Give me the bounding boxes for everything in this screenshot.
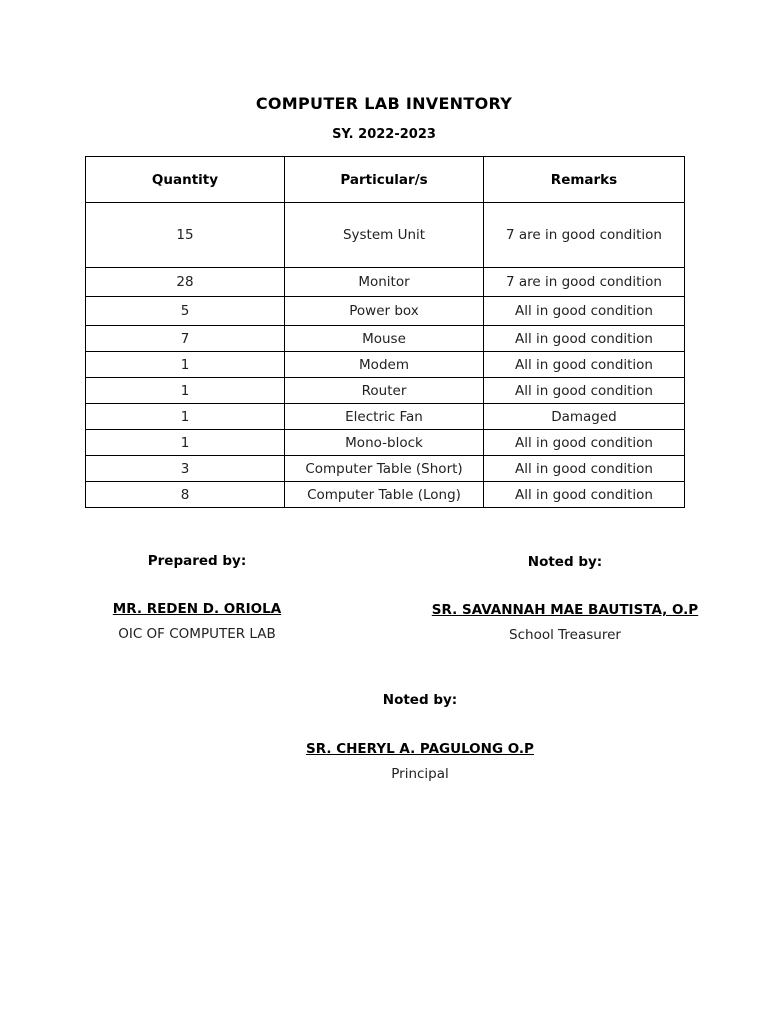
remarks-cell: All in good condition bbox=[484, 352, 685, 378]
table-row bbox=[86, 268, 685, 297]
quantity-cell: 1 bbox=[86, 404, 285, 430]
particular-cell: Router bbox=[285, 378, 484, 404]
particular-cell: Computer Table (Short) bbox=[285, 456, 484, 482]
particular-cell: Modem bbox=[285, 352, 484, 378]
remarks-cell: 7 are in good condition bbox=[484, 268, 685, 297]
prepared-by-label: Prepared by: bbox=[147, 553, 247, 569]
remarks-cell: Damaged bbox=[484, 404, 685, 430]
prepared-by-block bbox=[86, 553, 308, 569]
table-row bbox=[86, 297, 685, 326]
prepared-by-name: MR. REDEN D. ORIOLA bbox=[112, 601, 282, 617]
treasurer-name: SR. SAVANNAH MAE BAUTISTA, O.P bbox=[431, 602, 699, 618]
noted-by-treasurer-signatory bbox=[406, 602, 724, 643]
quantity-cell: 1 bbox=[86, 378, 285, 404]
table-row bbox=[86, 430, 685, 456]
table-row bbox=[86, 482, 685, 508]
noted-by-treasurer-block bbox=[446, 554, 684, 570]
inventory-table bbox=[85, 156, 685, 508]
quantity-cell: 1 bbox=[86, 430, 285, 456]
particular-cell: Computer Table (Long) bbox=[285, 482, 484, 508]
particular-cell: Power box bbox=[285, 297, 484, 326]
remarks-cell: All in good condition bbox=[484, 482, 685, 508]
table-row bbox=[86, 203, 685, 268]
remarks-cell: All in good condition bbox=[484, 326, 685, 352]
quantity-cell: 28 bbox=[86, 268, 285, 297]
remarks-cell: All in good condition bbox=[484, 456, 685, 482]
principal-name: SR. CHERYL A. PAGULONG O.P bbox=[306, 741, 534, 757]
principal-role: Principal bbox=[391, 766, 449, 782]
quantity-cell: 1 bbox=[86, 352, 285, 378]
remarks-cell: All in good condition bbox=[484, 430, 685, 456]
table-header-row bbox=[86, 157, 685, 203]
document-title: COMPUTER LAB INVENTORY bbox=[255, 94, 513, 113]
remarks-cell: All in good condition bbox=[484, 378, 685, 404]
particular-cell: Mouse bbox=[285, 326, 484, 352]
noted-by-label: Noted by: bbox=[527, 554, 603, 570]
noted-by-principal-signatory bbox=[260, 741, 580, 782]
table-row bbox=[86, 456, 685, 482]
particular-cell: Monitor bbox=[285, 268, 484, 297]
particular-cell: System Unit bbox=[285, 203, 484, 268]
quantity-cell: 5 bbox=[86, 297, 285, 326]
school-year: SY. 2022-2023 bbox=[332, 127, 436, 142]
header-quantity: Quantity bbox=[86, 157, 285, 203]
header-particulars: Particular/s bbox=[285, 157, 484, 203]
header-remarks: Remarks bbox=[484, 157, 685, 203]
quantity-cell: 8 bbox=[86, 482, 285, 508]
quantity-cell: 15 bbox=[86, 203, 285, 268]
table-row bbox=[86, 352, 685, 378]
particular-cell: Electric Fan bbox=[285, 404, 484, 430]
table-row bbox=[86, 378, 685, 404]
prepared-by-signatory bbox=[86, 601, 308, 642]
quantity-cell: 3 bbox=[86, 456, 285, 482]
noted-by-principal-block bbox=[260, 692, 580, 708]
treasurer-role: School Treasurer bbox=[509, 627, 621, 643]
prepared-by-role: OIC OF COMPUTER LAB bbox=[118, 626, 276, 642]
remarks-cell: 7 are in good condition bbox=[484, 203, 685, 268]
quantity-cell: 7 bbox=[86, 326, 285, 352]
particular-cell: Mono-block bbox=[285, 430, 484, 456]
remarks-cell: All in good condition bbox=[484, 297, 685, 326]
table-row bbox=[86, 326, 685, 352]
noted-by-label: Noted by: bbox=[382, 692, 458, 708]
table-row bbox=[86, 404, 685, 430]
